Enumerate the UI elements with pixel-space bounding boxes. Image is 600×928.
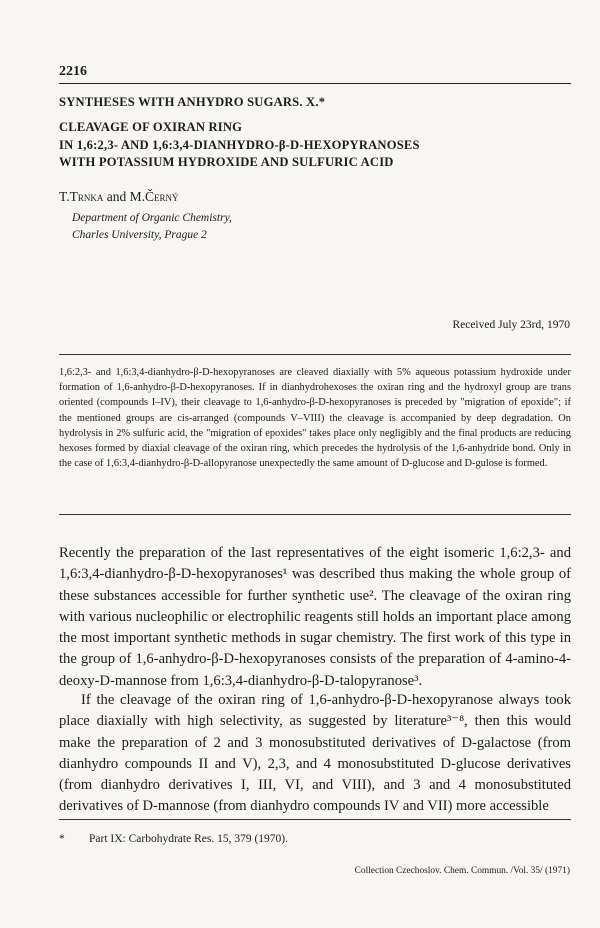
authors xyxy=(59,189,179,205)
footnote-rule xyxy=(59,819,571,820)
affiliation-line: Department of Organic Chemistry, xyxy=(72,212,232,224)
footnote-text: Part IX: Carbohydrate Res. 15, 379 (1970). xyxy=(89,833,288,845)
author-2-surname: Černý xyxy=(145,189,179,204)
affiliation-line: Charles University, Prague 2 xyxy=(72,229,207,241)
body-paragraph-1: Recently the preparation of the last representatives of the eight isomeric 1,6:2,3- and 1,6:3,4-dianhydro-β-D-hexopyranoses¹ was described thus making the whole group of these substances accessible for further synthetic use². The cleavage of the oxiran ring with various nucleophilic or electrophilic reagents still holds an important place among the most important synthetic methods in sugar chemistry. The first work of this type in the group of 1,6-anhydro-β-D-hexopyranoses consists of the preparation of 4-amino-4-deoxy-D-mannose from 1,6:3,4-dianhydro-β-D-talopyranose³. xyxy=(59,545,571,689)
title-line: WITH POTASSIUM HYDROXIDE AND SULFURIC ACID xyxy=(59,155,394,169)
journal-citation: Collection Czechoslov. Chem. Commun. /Vol. 35/ (1971) xyxy=(354,866,570,876)
body-paragraph-2: If the cleavage of the oxiran ring of 1,6-anhydro-β-D-hexopyranose always took place diaxially with high selectivity, as suggested by literature³⁻⁸, then this would make the preparation of 2 and 3 monosubstituted derivatives of D-galactose (from dianhydro compounds II and V), 2,3, and 4 monosubstituted D-glucose derivatives (from dianhydro derivatives I, III, VI, and VIII), and 3 and 4 monosubstituted derivatives of D-mannose (from dianhydro compounds IV and VII) more accessible xyxy=(59,692,571,815)
footnote xyxy=(59,833,288,845)
author-1-surname: Trnka xyxy=(69,189,104,204)
header-rule xyxy=(59,83,571,84)
author-conjunction: and xyxy=(103,189,130,204)
title-line: CLEAVAGE OF OXIRAN RING xyxy=(59,120,243,134)
series-title: SYNTHESES WITH ANHYDRO SUGARS. X.* xyxy=(59,95,326,109)
title-line: IN 1,6:2,3- AND 1,6:3,4-DIANHYDRO-β-D-HEXOPYRANOSES xyxy=(59,137,420,152)
page-number: 2216 xyxy=(59,64,87,79)
abstract: 1,6:2,3- and 1,6:3,4-dianhydro-β-D-hexopyranoses are cleaved diaxially with 5% aqueous potassium hydroxide under formation of 1,6-anhydro-β-D-hexopyranoses. If in dianhydrohexoses the oxiran ring and the hydroxyl group are trans oriented (compounds I–IV), their cleavage to 1,6-anhydro-β-D-hexopyranoses is preceded by "migration of epoxide"; if the mentioned groups are cis-arranged (compounds V–VIII) the cleavage is accompanied by deep degradation. On hydrolysis in 2% sulfuric acid, the "migration of epoxides" takes place only negligibly and the final products are reducing hexoses formed by diaxial cleavage of the oxiran ring, which precedes the hydrolysis of the 1,6-anhydride bond. Only in the case of 1,6:3,4-dianhydro-β-D-allopyranose unexpectedly the same amount of D-glucose and D-gulose is formed. xyxy=(59,367,571,470)
footnote-marker: * xyxy=(59,833,65,845)
author-1-initial: T. xyxy=(59,189,70,204)
affiliation xyxy=(72,210,232,244)
article-title xyxy=(59,119,420,172)
abstract-top-rule xyxy=(59,354,571,355)
author-2-initial: M. xyxy=(129,189,146,204)
received-date: Received July 23rd, 1970 xyxy=(452,319,570,331)
abstract-bottom-rule xyxy=(59,514,571,515)
